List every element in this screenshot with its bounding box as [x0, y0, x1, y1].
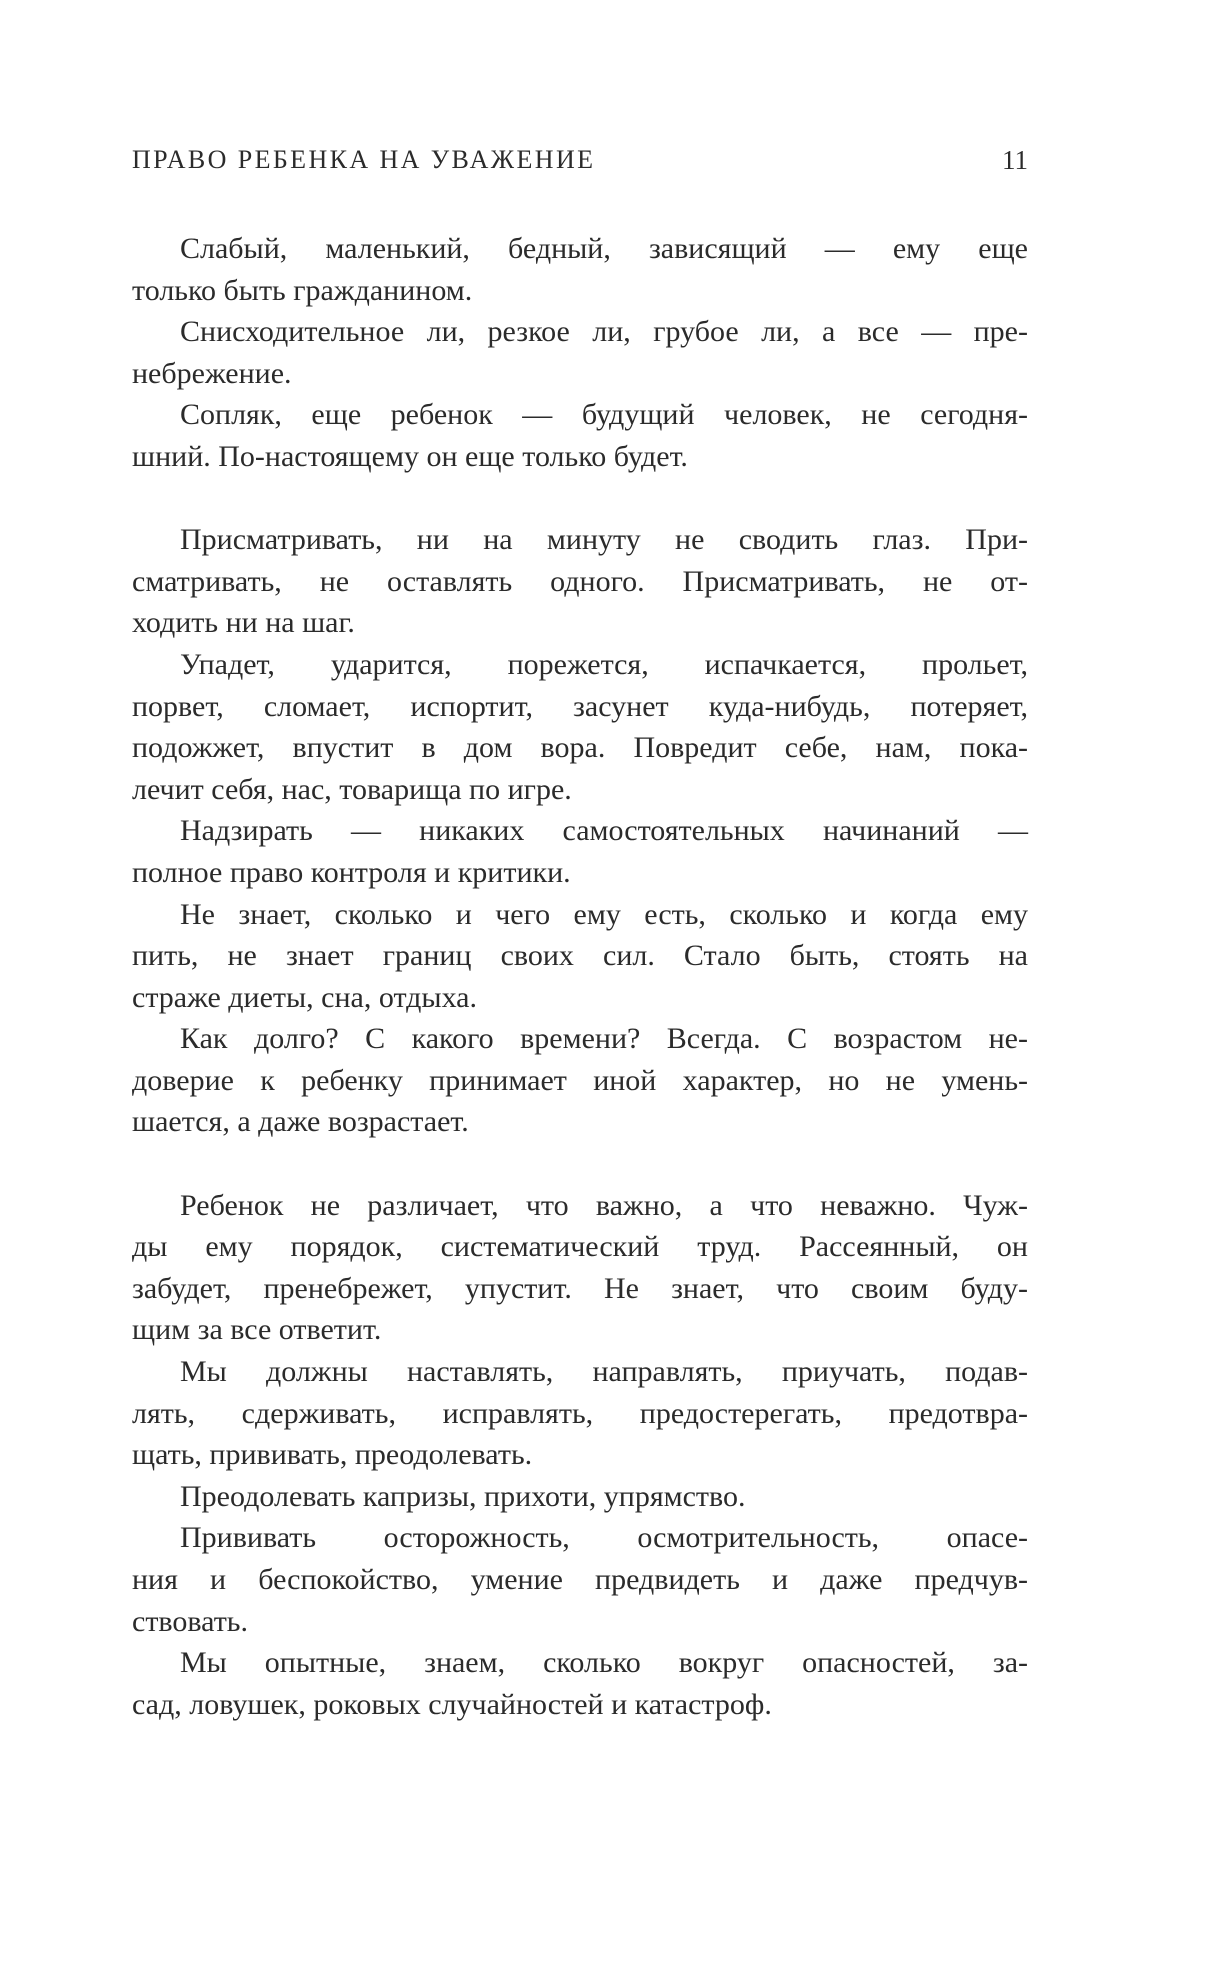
- text-line: Слабый, маленький, бедный, зависящий — ему еще: [180, 232, 1028, 265]
- text-line: небрежение.: [132, 356, 292, 390]
- text-line: шний. По-настоящему он еще только будет.: [132, 439, 688, 473]
- text-line: Ребенок не различает, что важно, а что неважно. Чуж-: [180, 1188, 1028, 1222]
- text-line: Упадет, ударится, порежется, испачкается, прольет,: [180, 647, 1028, 681]
- running-head: [132, 140, 1028, 180]
- text-line: пить, не знает границ своих сил. Стало быть, стоять на: [132, 939, 1028, 973]
- text-line: забудет, пренебрежет, упустит. Не знает, что своим буду-: [132, 1271, 1028, 1305]
- text-line: ходить ни на шаг.: [132, 606, 355, 640]
- text-line: Надзирать — никаких самостоятельных начинаний —: [180, 814, 1028, 848]
- text-line: ния и беспокойство, умение предвидеть и даже предчув-: [132, 1563, 1028, 1596]
- section-break: [132, 1143, 1028, 1185]
- text-line: полное право контроля и критики.: [132, 855, 571, 889]
- section-break: [132, 478, 1028, 520]
- text-line: Присматривать, ни на минуту не сводить глаз. При-: [180, 523, 1028, 557]
- body-text: [132, 228, 1028, 1725]
- text-line: Прививать осторожность, осмотрительность, опасе-: [180, 1521, 1028, 1555]
- text-line: ды ему порядок, систематический труд. Рассеянный, он: [132, 1230, 1028, 1264]
- text-line: Как долго? С какого времени? Всегда. С возрастом не-: [180, 1022, 1028, 1056]
- text-line: Сопляк, еще ребенок — будущий человек, не сегодня-: [180, 398, 1028, 432]
- text-line: щать, прививать, преодолевать.: [132, 1438, 533, 1472]
- text-line: доверие к ребенку принимает иной характер, но не умень-: [132, 1063, 1028, 1097]
- text-line: Мы должны наставлять, направлять, приучать, подав-: [180, 1355, 1028, 1389]
- text-line: щим за все ответит.: [132, 1313, 382, 1347]
- text-line: Не знает, сколько и чего ему есть, сколько и когда ему: [180, 897, 1028, 931]
- text-line: Преодолевать капризы, прихоти, упрямство.: [180, 1479, 746, 1513]
- text-line: сад, ловушек, роковых случайностей и катастроф.: [132, 1687, 772, 1721]
- page-number: 11: [1002, 145, 1028, 175]
- text-line: порвет, сломает, испортит, засунет куда-нибудь, потеряет,: [132, 689, 1028, 723]
- text-line: лять, сдерживать, исправлять, предостерегать, предотвра-: [132, 1396, 1028, 1430]
- text-line: ствовать.: [132, 1604, 248, 1638]
- text-line: страже диеты, сна, отдыха.: [132, 980, 477, 1014]
- text-line: сматривать, не оставлять одного. Присматривать, не от-: [132, 564, 1028, 598]
- text-line: шается, а даже возрастает.: [132, 1105, 469, 1139]
- text-line: Мы опытные, знаем, сколько вокруг опасностей, за-: [180, 1646, 1028, 1680]
- running-head-title: ПРАВО РЕБЕНКА НА УВАЖЕНИЕ: [132, 145, 596, 174]
- text-line: лечит себя, нас, товарища по игре.: [132, 772, 572, 806]
- text-line: подожжет, впустит в дом вора. Повредит себе, нам, пока-: [132, 731, 1028, 765]
- text-line: только быть гражданином.: [132, 273, 473, 307]
- text-line: Снисходительное ли, резкое ли, грубое ли, а все — пре-: [180, 315, 1028, 349]
